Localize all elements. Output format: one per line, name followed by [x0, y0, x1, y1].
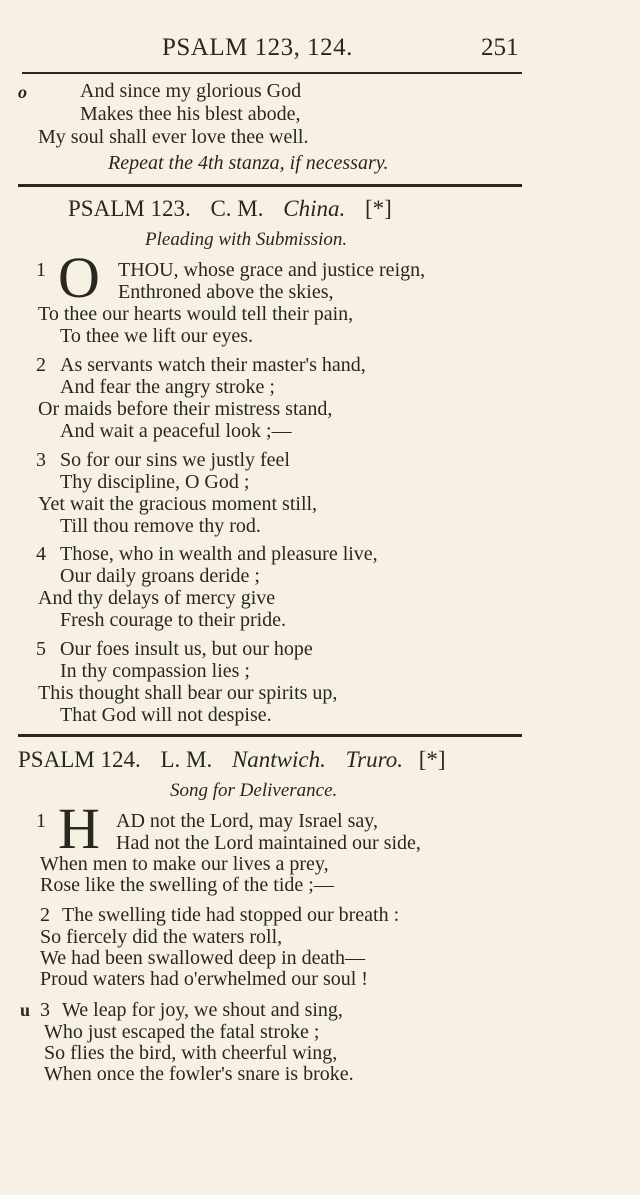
psalm-124-subtitle: Song for Deliverance. — [170, 780, 338, 801]
stanza-number: 2 — [40, 904, 50, 926]
tune-mark: [*] — [418, 747, 446, 772]
tune-name: Nantwich. — [231, 747, 326, 772]
page-number: 251 — [481, 34, 519, 61]
verse-line: Rose like the swelling of the tide ;— — [40, 874, 334, 896]
section-marker: o — [18, 82, 27, 102]
stanza-number: 4 — [36, 543, 46, 565]
meter: C. M. — [210, 196, 264, 221]
verse-line: Who just escaped the fatal stroke ; — [44, 1021, 320, 1043]
verse-line: Thy discipline, O God ; — [60, 471, 250, 493]
verse-line: In thy compassion lies ; — [60, 660, 250, 682]
verse-line: Those, who in wealth and pleasure live, — [60, 543, 378, 565]
verse-line: To thee we lift our eyes. — [60, 325, 253, 347]
verse-line: So fiercely did the waters roll, — [40, 926, 283, 948]
verse-line: My soul shall ever love thee well. — [38, 126, 309, 148]
verse-line: As servants watch their master's hand, — [60, 354, 366, 376]
verse-line: Fresh courage to their pride. — [60, 609, 287, 631]
verse-line: We leap for joy, we shout and sing, — [62, 999, 343, 1021]
verse-line: When once the fowler's snare is broke. — [44, 1063, 354, 1085]
verse-line: Till thou remove thy rod. — [60, 515, 261, 537]
running-head-title: PSALM 123, 124. — [162, 34, 353, 61]
verse-line: The swelling tide had stopped our breath : — [62, 904, 400, 926]
verse-line: AD not the Lord, may Israel say, — [116, 810, 378, 832]
tune-name: Truro. — [345, 747, 403, 772]
psalm-number: PSALM 123. — [68, 196, 191, 221]
section-marker: u — [20, 1000, 31, 1020]
verse-line: Proud waters had o'erwhelmed our soul ! — [40, 968, 368, 990]
psalm-123-subtitle: Pleading with Submission. — [145, 229, 348, 250]
header-rule — [22, 72, 522, 74]
verse-line: So for our sins we justly feel — [60, 449, 290, 471]
psalm-123-heading — [68, 196, 392, 222]
stanza-number: 3 — [36, 449, 46, 471]
verse-line: This thought shall bear our spirits up, — [38, 682, 338, 704]
verse-line: When men to make our lives a prey, — [40, 853, 329, 875]
verse-line: Our foes insult us, but our hope — [60, 638, 313, 660]
stanza-number: 2 — [36, 354, 46, 376]
verse-line: And fear the angry stroke ; — [60, 376, 275, 398]
drop-cap: H — [58, 796, 100, 861]
verse-line: Or maids before their mistress stand, — [38, 398, 333, 420]
verse-line: Our daily groans deride ; — [60, 565, 260, 587]
verse-line: THOU, whose grace and justice reign, — [118, 259, 426, 281]
verse-line: That God will not despise. — [60, 704, 272, 726]
verse-line: And wait a peaceful look ;— — [60, 420, 292, 442]
verse-line: Had not the Lord maintained our side, — [116, 832, 421, 854]
verse-line: So flies the bird, with cheerful wing, — [44, 1042, 338, 1064]
verse-line: Yet wait the gracious moment still, — [38, 493, 318, 515]
repeat-note: Repeat the 4th stanza, if necessary. — [108, 152, 389, 174]
verse-line: Makes thee his blest abode, — [80, 103, 301, 125]
stanza-number: 1 — [36, 259, 46, 281]
verse-line: And since my glorious God — [80, 80, 302, 102]
psalm-124-heading — [18, 747, 446, 773]
stanza-number: 5 — [36, 638, 46, 660]
drop-cap: O — [58, 245, 100, 310]
tune-mark: [*] — [364, 196, 392, 221]
section-rule — [18, 734, 522, 737]
psalm-number: PSALM 124. — [18, 747, 141, 772]
meter: L. M. — [160, 747, 213, 772]
verse-line: To thee our hearts would tell their pain, — [38, 303, 354, 325]
verse-line: We had been swallowed deep in death— — [40, 947, 365, 969]
verse-line: Enthroned above the skies, — [118, 281, 334, 303]
stanza-number: 3 — [40, 999, 50, 1021]
stanza-number: 1 — [36, 810, 46, 832]
verse-line: And thy delays of mercy give — [38, 587, 276, 609]
tune-name: China. — [283, 196, 346, 221]
section-rule — [18, 184, 522, 187]
